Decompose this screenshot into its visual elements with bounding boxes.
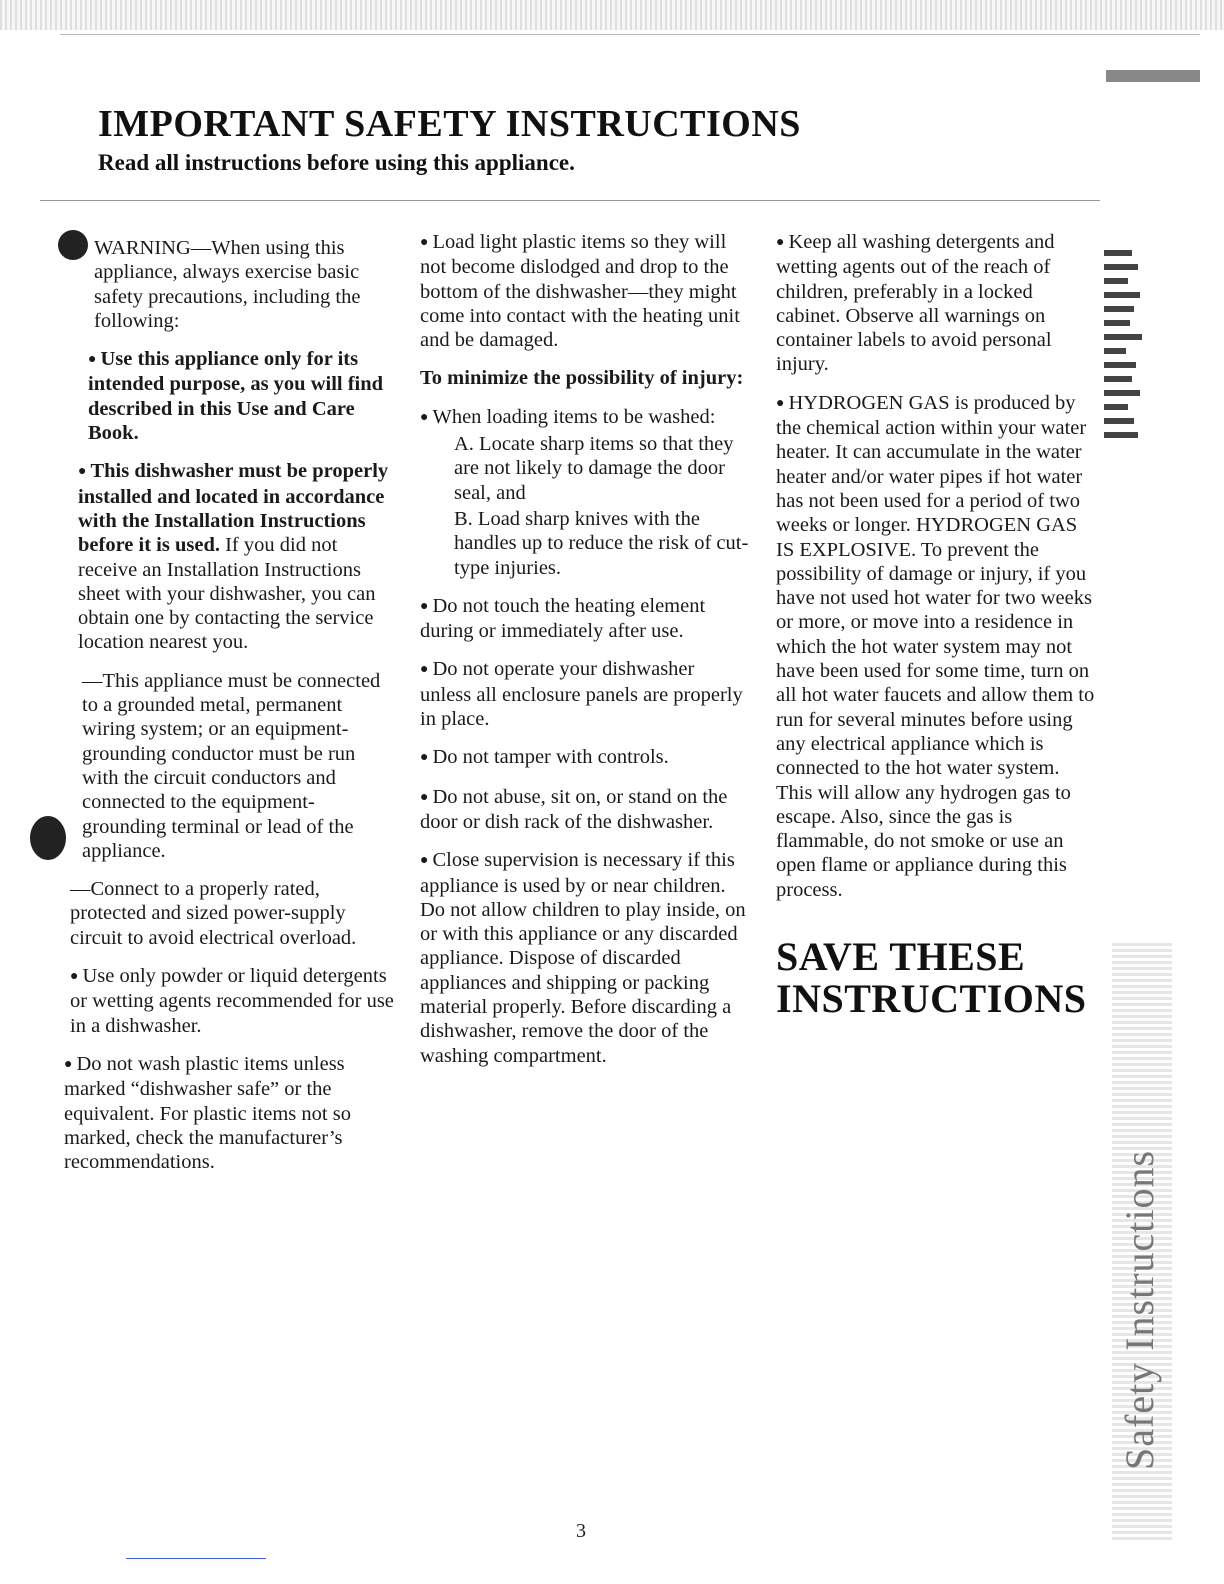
list-item <box>776 391 1096 902</box>
side-tab-label: Safety Instructions <box>1117 1149 1162 1470</box>
list-item <box>420 594 750 644</box>
sub-item-a: A. Locate sharp items so that they are not likely to damage the door seal, and <box>454 433 734 504</box>
item-text: If you did not receive an Installation Instructions sheet with your dishwasher, you can obtain one by contacting the service location nearest you. <box>78 534 376 654</box>
item-text: Use this appliance only for its intended purpose, as you will find described in this Use and Care Book. <box>88 348 384 445</box>
column-3 <box>776 230 1096 1020</box>
list-item <box>64 964 394 1038</box>
bullet-icon: ● <box>420 853 429 869</box>
list-item <box>420 745 750 770</box>
list-item <box>420 785 750 835</box>
save-line-1: SAVE THESE <box>776 934 1026 980</box>
item-text: is produced by the chemical action within your water heater. It can accumulate in the water heater and/or water pipes if hot water has not been used for a period of two weeks or longer. HYDROGEN GAS IS EXPLOSIVE. To prevent the possibility of damage or injury, if you have not used hot water for two weeks or more, or move into a residence in which the hot water system may not have been used for some time, turn on all hot water faucets and allow them to run for several minutes before using any electrical appliance which is connected to the hot water system. This will allow any hydrogen gas to escape. Also, since the gas is flammable, do not smoke or use an open flame or appliance during this process. <box>776 391 1095 901</box>
bullet-icon: ● <box>420 750 429 766</box>
warning-label: WARNING <box>94 237 191 259</box>
warning-text: —When using this appliance, always exercise basic safety precautions, including the following: <box>94 237 361 332</box>
item-text: Do not abuse, sit on, or stand on the door or dish rack of the dishwasher. <box>420 785 728 833</box>
scan-artifact-bar <box>1106 70 1200 82</box>
list-item <box>64 459 394 654</box>
list-item <box>420 848 750 1068</box>
list-item: —Connect to a properly rated, protected and sized power-supply circuit to avoid electrical overload. <box>70 878 357 949</box>
section-heading: To minimize the possibility of injury: <box>420 367 744 390</box>
item-text: Do not tamper with controls. <box>432 746 669 769</box>
item-text: When loading items to be washed: <box>432 405 716 428</box>
sub-item-b: B. Load sharp knives with the handles up to reduce the risk of cut-type injuries. <box>454 507 749 579</box>
item-text: Load light plastic items so they will not become dislodged and drop to the bottom of the dishwasher—they might come into contact with the heating unit and be damaged. <box>420 231 740 352</box>
bullet-icon: ● <box>420 662 429 678</box>
column-1 <box>64 230 394 1188</box>
list-item <box>776 230 1096 377</box>
bullet-icon: ● <box>420 598 429 614</box>
page-number: 3 <box>576 1520 586 1542</box>
item-text: Do not operate your dishwasher unless all enclosure panels are properly in place. <box>420 658 743 731</box>
bullet-icon: ● <box>776 395 785 411</box>
side-scan-marks <box>1104 250 1144 446</box>
bullet-icon: ● <box>420 235 429 250</box>
page-subtitle: Read all instructions before using this appliance. <box>98 150 575 175</box>
item-text: Use only powder or liquid detergents or wetting agents recommended for use in a dishwasher. <box>70 965 394 1037</box>
save-line-2: INSTRUCTIONS <box>776 976 1087 1022</box>
item-text: Do not touch the heating element during or immediately after use. <box>420 594 706 643</box>
bullet-icon: ● <box>776 235 785 250</box>
bullet-icon: ● <box>64 1056 73 1072</box>
footer-line <box>126 1558 266 1559</box>
binder-hole-mark <box>30 816 66 860</box>
warning-icon <box>58 230 88 260</box>
header-rule <box>40 200 1100 201</box>
bullet-icon: ● <box>78 464 87 480</box>
item-text-bold: This dishwasher must be properly installed and located in accordance with the Installation Instructions before it is used. <box>78 460 389 557</box>
bullet-icon: ● <box>88 352 97 368</box>
list-item <box>420 405 750 430</box>
list-item <box>420 230 750 352</box>
list-item <box>64 347 394 445</box>
item-text: Keep all washing detergents and wetting agents out of the reach of children, preferably in a locked cabinet. Observe all warnings on container labels to avoid personal injury. <box>776 231 1055 376</box>
save-instructions-heading <box>776 936 1096 1020</box>
scan-artifact-line <box>60 34 1200 35</box>
list-item: —This appliance must be connected to a grounded metal, permanent wiring system; or an equipment-grounding conductor must be run with the circuit conductors and connected to the equipment-grounding terminal or lead of the appliance. <box>82 669 381 862</box>
list-item <box>64 1052 394 1174</box>
column-2 <box>420 230 750 1082</box>
hydrogen-label: HYDROGEN GAS <box>788 391 950 414</box>
bullet-icon: ● <box>420 409 429 425</box>
item-text: Do not wash plastic items unless marked “dishwasher safe” or the equivalent. For plastic items not so marked, check the manufacturer’s recommendations. <box>64 1052 351 1174</box>
bullet-icon: ● <box>70 969 79 985</box>
page-title: IMPORTANT SAFETY INSTRUCTIONS <box>98 103 801 145</box>
item-text: Close supervision is necessary if this appliance is used by or near children. Do not allow children to play inside, on or with this appliance or any discarded appliance. Dispose of discarded appliances and shipping or packing material properly. Before discarding a dishwasher, remove the door of the washing compartment. <box>420 849 746 1067</box>
bullet-icon: ● <box>420 789 429 805</box>
warning-paragraph <box>64 230 394 333</box>
scan-artifact-top <box>0 0 1224 30</box>
list-item <box>420 657 750 731</box>
